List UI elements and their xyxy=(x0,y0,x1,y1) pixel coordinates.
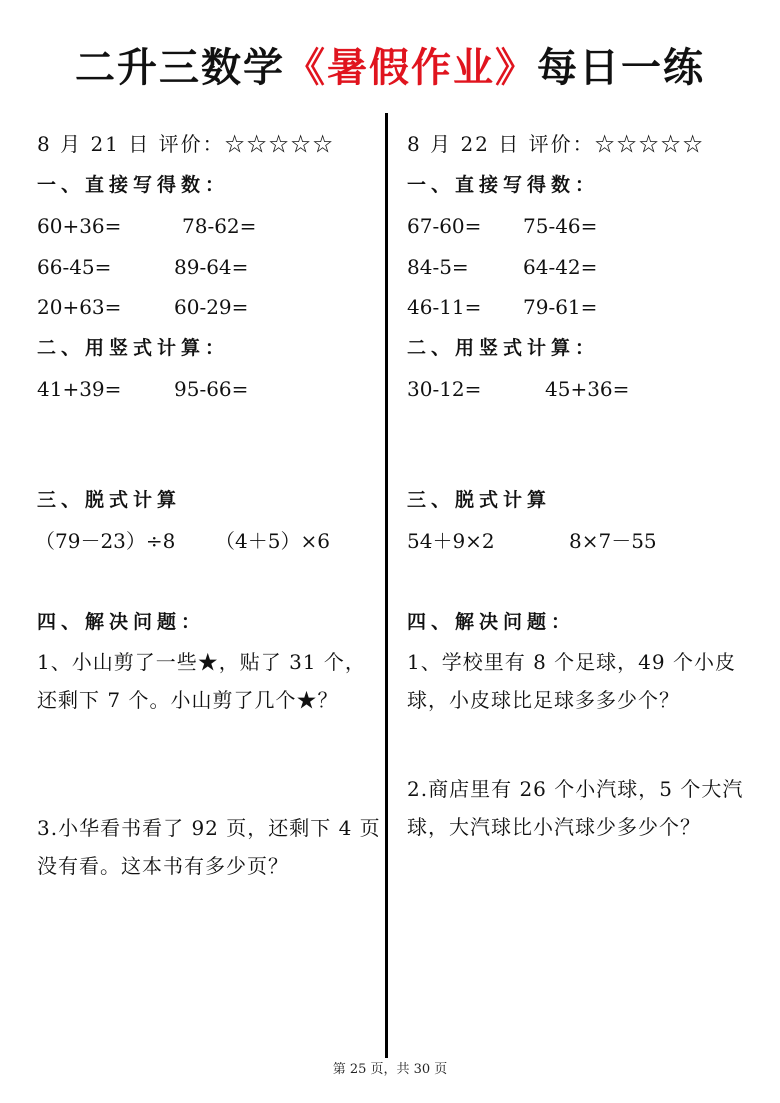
left-section-problems: 四、解决问题： xyxy=(37,611,206,633)
title-prefix: 二升三数学 xyxy=(75,45,285,91)
right-direct-item: 64-42= xyxy=(523,255,598,279)
right-vertical-item: 30-12= xyxy=(407,377,482,401)
column-divider xyxy=(385,113,388,1058)
right-section-problems: 四、解决问题： xyxy=(407,611,576,633)
right-problem-2: 2.商店里有 26 个小汽球，5 个大汽球，大汽球比小汽球少多少个？ xyxy=(407,777,744,839)
right-direct-item: 75-46= xyxy=(523,214,598,238)
left-section-vertical: 二、用竖式计算： xyxy=(37,337,230,359)
left-direct-item: 20+63= xyxy=(37,295,122,319)
right-stepwise-item: 8×7－55 xyxy=(569,529,657,553)
left-vertical-item: 41+39= xyxy=(37,377,122,401)
right-direct-item: 67-60= xyxy=(407,214,482,238)
right-direct-item: 84-5= xyxy=(407,255,469,279)
right-column xyxy=(407,0,752,1060)
left-direct-item: 60+36= xyxy=(37,214,122,238)
right-vertical-item: 45+36= xyxy=(545,377,630,401)
left-problem-1: 1、小山剪了一些★，贴了 31 个，还剩下 7 个。小山剪了几个★？ xyxy=(37,650,366,712)
title-highlight: 《暑假作业》 xyxy=(285,45,537,91)
left-section-stepwise: 三、脱式计算 xyxy=(37,489,182,511)
right-direct-item: 46-11= xyxy=(407,295,482,319)
right-date-rating: 8 月 22 日 评价：☆☆☆☆☆ xyxy=(407,132,705,156)
left-direct-item: 89-64= xyxy=(174,255,249,279)
left-direct-item: 66-45= xyxy=(37,255,112,279)
left-stepwise-item: （79－23）÷8 xyxy=(35,529,176,553)
left-direct-item: 78-62= xyxy=(182,214,257,238)
right-stepwise-item: 54＋9×2 xyxy=(407,529,495,553)
left-problem-3: 3.小华看书看了 92 页，还剩下 4 页没有看。这本书有多少页？ xyxy=(37,816,381,878)
left-direct-item: 60-29= xyxy=(174,295,249,319)
left-section-direct: 一、直接写得数： xyxy=(37,174,230,196)
right-problem-1: 1、学校里有 8 个足球，49 个小皮球，小皮球比足球多多少个？ xyxy=(407,650,736,712)
right-direct-item: 79-61= xyxy=(523,295,598,319)
left-column xyxy=(37,0,382,1060)
title-suffix: 每日一练 xyxy=(537,45,705,91)
page-footer: 第 25 页，共 30 页 xyxy=(332,1062,448,1077)
right-section-vertical: 二、用竖式计算： xyxy=(407,337,600,359)
left-stepwise-item: （4＋5）×6 xyxy=(215,529,330,553)
left-vertical-item: 95-66= xyxy=(174,377,249,401)
left-date-rating: 8 月 21 日 评价：☆☆☆☆☆ xyxy=(37,132,335,156)
right-section-direct: 一、直接写得数： xyxy=(407,174,600,196)
right-section-stepwise: 三、脱式计算 xyxy=(407,489,552,511)
